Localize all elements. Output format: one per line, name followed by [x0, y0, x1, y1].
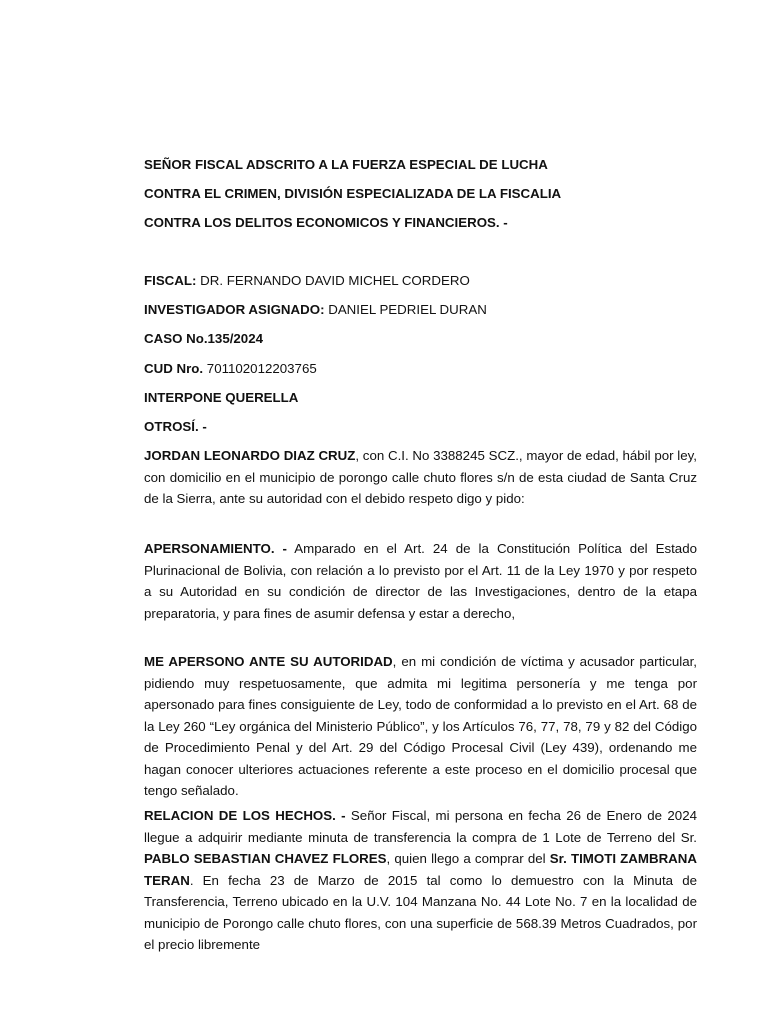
paragraph-querellante: JORDAN LEONARDO DIAZ CRUZ, con C.I. No 3388245 SCZ., mayor de edad, hábil por ley, con domicilio en el municipio de porongo calle chuto flores s/n de esta ciudad de Santa Cruz de la Sierra, ante su autoridad con el debido respeto digo y pido:: [144, 448, 697, 506]
fiscal-line: FISCAL: DR. FERNANDO DAVID MICHEL CORDERO: [144, 273, 470, 288]
header-line-2: CONTRA EL CRIMEN, DIVISIÓN ESPECIALIZADA DE LA FISCALIA: [144, 186, 562, 201]
paragraph-apersonamiento: APERSONAMIENTO. - Amparado en el Art. 24 de la Constitución Política del Estado Plurinacional de Bolivia, con relación a lo previsto por el Art. 11 de la Ley 1970 y por respeto a su Autoridad en su condición de director de las Investigaciones, dentro de la etapa preparatoria, y para fines de asumir defensa y estar a derecho,: [144, 541, 697, 621]
investigador-line: INVESTIGADOR ASIGNADO: DANIEL PEDRIEL DURAN: [144, 302, 487, 317]
paragraph-relacion-hechos: RELACION DE LOS HECHOS. - Señor Fiscal, mi persona en fecha 26 de Enero de 2024 llegue a adquirir mediante minuta de transferencia la compra de 1 Lote de Terreno del Sr. PABLO SEBASTIAN CHAVEZ FLORES, quien llego a comprar del Sr. TIMOTI ZAMBRANA TERAN. En fecha 23 de Marzo de 2015 tal como lo demuestro con la Minuta de Transferencia, Terreno ubicado en la U.V. 104 Manzana No. 44 Lote No. 7 en la localidad de municipio de Porongo calle chuto flores, con una superficie de 568.39 Metros Cuadrados, por el precio libremente: [144, 808, 697, 952]
header-line-1: SEÑOR FISCAL ADSCRITO A LA FUERZA ESPECIAL DE LUCHA: [144, 157, 548, 172]
document-page: [144, 0, 697, 1024]
cud-line: CUD Nro. 701102012203765: [144, 361, 317, 376]
caso-line: CASO No.135/2024: [144, 331, 263, 346]
paragraph-me-apersono: ME APERSONO ANTE SU AUTORIDAD, en mi condición de víctima y acusador particular, pidiendo muy respetuosamente, que admita mi legitima personería y me tenga por apersonado para fines consiguiente de Ley, todo de conformidad a lo previsto en el Art. 68 de la Ley 260 “Ley orgánica del Ministerio Público”, y los Artículos 76, 77, 78, 79 y 82 del Código de Procedimiento Penal y del Art. 29 del Código Procesal Civil (Ley 439), ordenando me hagan conocer ulteriores actuaciones referente a este proceso en el domicilio procesal que tengo señalado.: [144, 654, 698, 798]
header-line-3: CONTRA LOS DELITOS ECONOMICOS Y FINANCIEROS. -: [144, 215, 508, 230]
otrosi-line: OTROSÍ. -: [144, 419, 207, 434]
interpone-line: INTERPONE QUERELLA: [144, 390, 299, 405]
